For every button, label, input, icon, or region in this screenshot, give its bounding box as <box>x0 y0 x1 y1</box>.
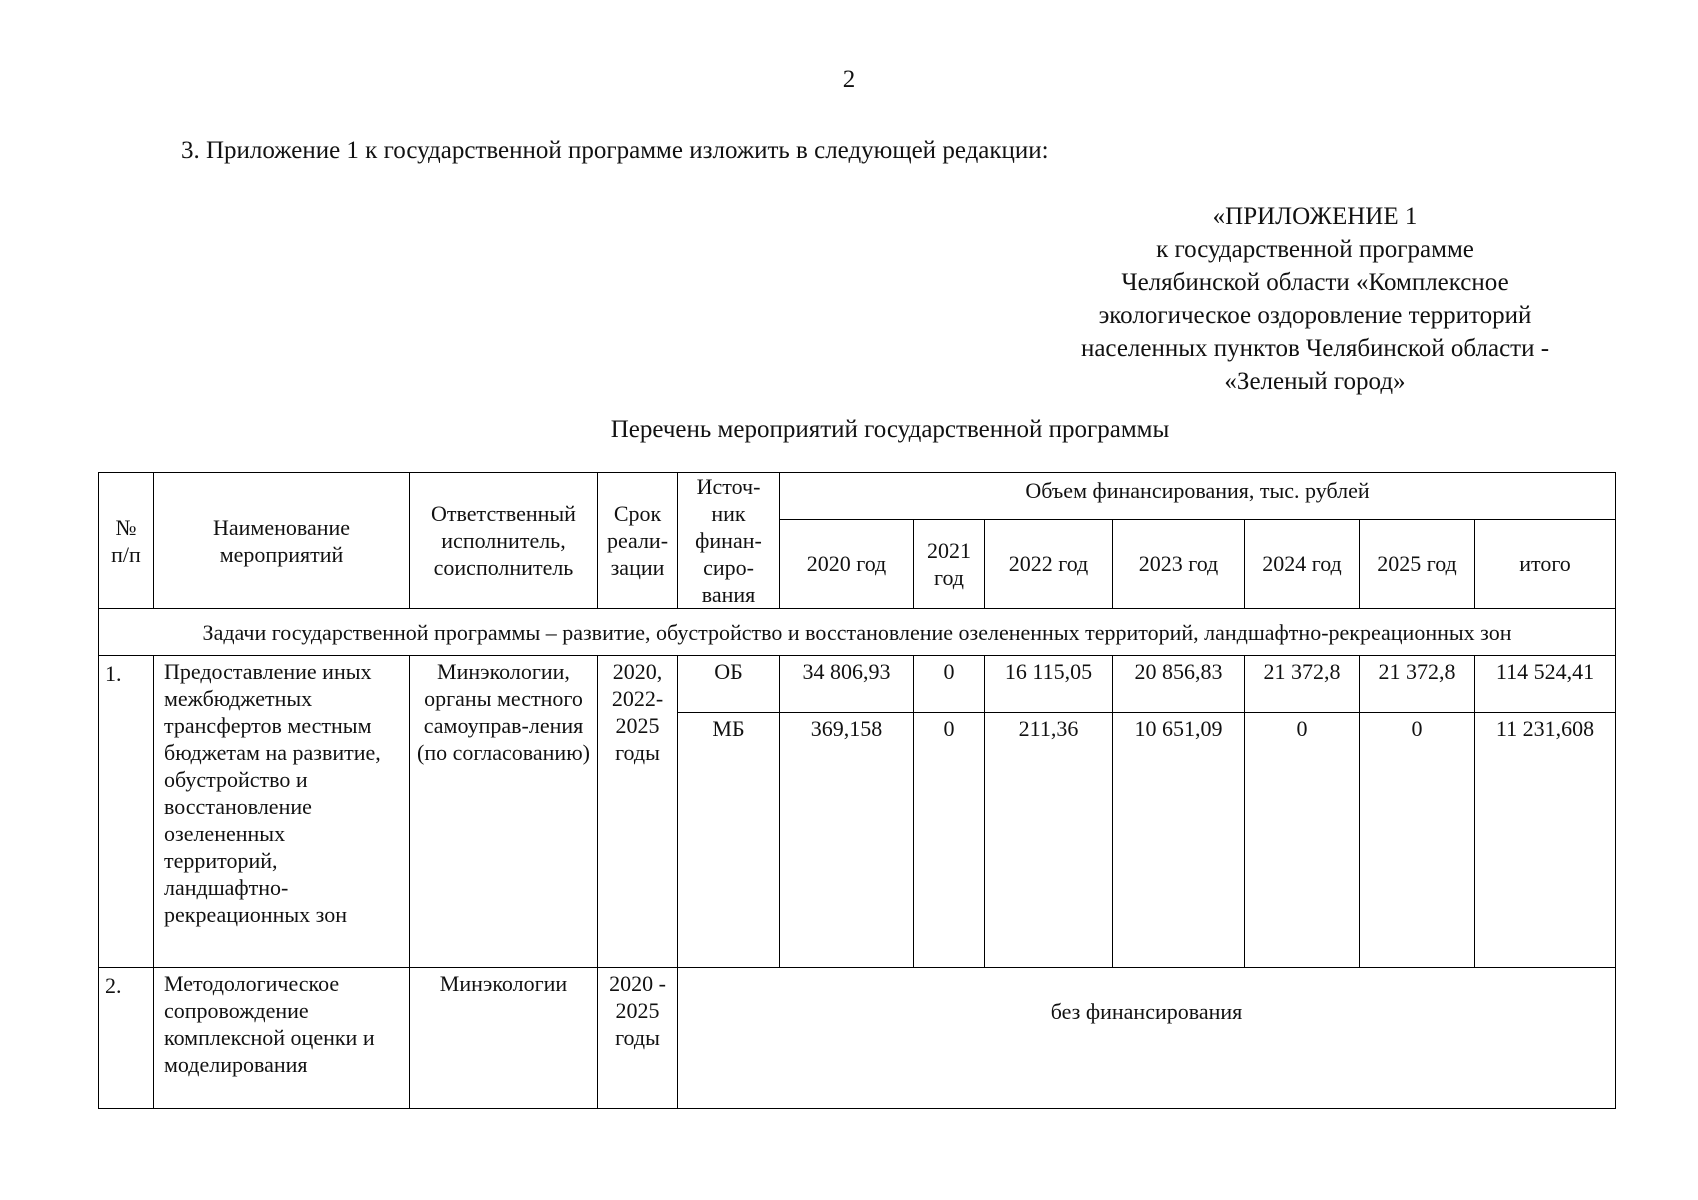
value-cell: 20 856,83 <box>1113 656 1245 713</box>
header-year-2021: 2021 год <box>914 519 985 608</box>
value-cell: 0 <box>914 713 985 968</box>
row-executor: Минэкологии, органы местного самоуправ-ления (по согласованию) <box>410 656 598 968</box>
appendix-header <box>1020 200 1610 398</box>
intro-text: 3. Приложение 1 к государственной программе изложить в следующей редакции: <box>181 137 1049 164</box>
header-source: Источ-ник финан-сиро-вания <box>678 473 780 609</box>
appendix-line: «Зеленый город» <box>1224 368 1406 395</box>
value-cell: 369,158 <box>780 713 914 968</box>
header-year-2025: 2025 год <box>1360 519 1475 608</box>
value-cell: 10 651,09 <box>1113 713 1245 968</box>
header-year-2023: 2023 год <box>1113 519 1245 608</box>
header-name: Наименование мероприятий <box>154 473 410 609</box>
appendix-line: «ПРИЛОЖЕНИЕ 1 <box>1212 203 1418 230</box>
value-cell: 21 372,8 <box>1245 656 1360 713</box>
appendix-line: населенных пунктов Челябинской области - <box>1080 335 1550 362</box>
row-name: Предоставление иных межбюджетных трансфертов местным бюджетам на развитие, обустройство и восстановление озелененных территорий, ландшафтно-рекреационных зон <box>154 656 410 968</box>
page-number: 2 <box>842 66 856 93</box>
task-row: Задачи государственной программы – развитие, обустройство и восстановление озелененных территорий, ландшафтно-рекреационных зон <box>99 609 1616 656</box>
value-cell: 21 372,8 <box>1360 656 1475 713</box>
appendix-line: экологическое оздоровление территорий <box>1098 302 1532 329</box>
row-term: 2020 - 2025 годы <box>598 968 678 1109</box>
appendix-line: к государственной программе <box>1156 236 1474 263</box>
value-cell: 211,36 <box>985 713 1113 968</box>
table-title: Перечень мероприятий государственной программы <box>610 416 1170 443</box>
table-row <box>99 656 1616 713</box>
row-term: 2020, 2022-2025 годы <box>598 656 678 968</box>
header-year-2024: 2024 год <box>1245 519 1360 608</box>
measures-table <box>98 472 1616 1109</box>
value-cell: 34 806,93 <box>780 656 914 713</box>
header-num: № п/п <box>99 473 154 609</box>
header-term: Срок реали-зации <box>598 473 678 609</box>
header-year-2020: 2020 год <box>780 519 914 608</box>
value-cell: 0 <box>914 656 985 713</box>
row-num: 1. <box>99 656 154 968</box>
value-cell: 114 524,41 <box>1475 656 1616 713</box>
appendix-line: Челябинской области «Комплексное <box>1121 269 1509 296</box>
value-cell: 11 231,608 <box>1475 713 1616 968</box>
row-source: ОБ <box>678 656 780 713</box>
header-total: итого <box>1475 519 1616 608</box>
value-cell: 16 115,05 <box>985 656 1113 713</box>
header-executor: Ответственный исполнитель, соисполнитель <box>410 473 598 609</box>
value-cell: 0 <box>1360 713 1475 968</box>
row-executor: Минэкологии <box>410 968 598 1109</box>
row-num: 2. <box>99 968 154 1109</box>
no-funding-cell: без финансирования <box>678 968 1616 1109</box>
value-cell: 0 <box>1245 713 1360 968</box>
row-name: Методологическое сопровождение комплексной оценки и моделирования <box>154 968 410 1109</box>
table-row <box>99 968 1616 1109</box>
row-source: МБ <box>678 713 780 968</box>
header-year-2022: 2022 год <box>985 519 1113 608</box>
header-volume: Объем финансирования, тыс. рублей <box>780 473 1616 520</box>
